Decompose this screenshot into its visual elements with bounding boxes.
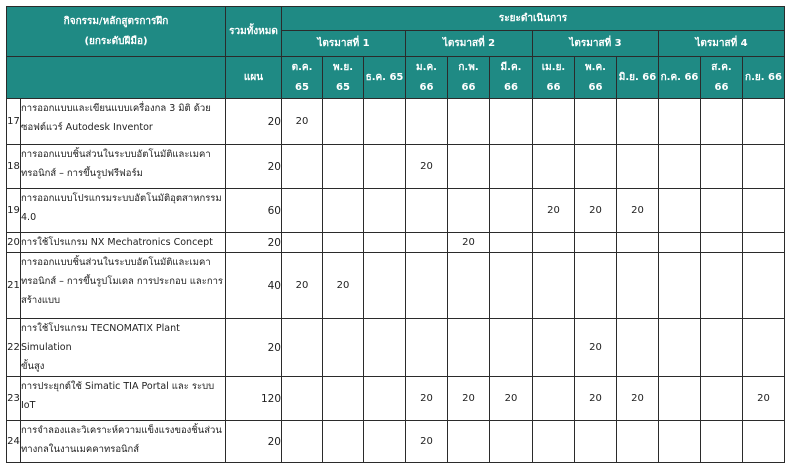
month-header — [575, 57, 617, 99]
month-value: 20 — [323, 253, 364, 319]
month-value — [701, 189, 743, 233]
month-value — [406, 253, 448, 319]
row-number: 22 — [7, 319, 21, 377]
course-name — [21, 233, 226, 253]
month-value — [533, 145, 575, 189]
month-value: 20 — [533, 189, 575, 233]
month-value: 20 — [406, 377, 448, 421]
month-header — [448, 57, 490, 99]
total-header: รวมทั้งหมด — [226, 7, 282, 57]
month-header-name: ก.พ. — [458, 61, 479, 73]
month-header — [406, 57, 448, 99]
course-name — [21, 99, 226, 145]
month-value — [406, 319, 448, 377]
total-plan-value: 20 — [226, 319, 282, 377]
month-value: 20 — [282, 99, 323, 145]
month-header-name: มิ.ย. 66 — [618, 71, 657, 83]
month-value — [575, 421, 617, 463]
row-number: 19 — [7, 189, 21, 233]
month-value — [364, 319, 406, 377]
month-value — [701, 233, 743, 253]
month-header — [617, 57, 659, 99]
month-value — [323, 319, 364, 377]
month-value: 20 — [617, 377, 659, 421]
activity-header-subtitle: (ยกระดับฝีมือ) — [84, 35, 148, 47]
row-number: 20 — [7, 233, 21, 253]
plan-header: แผน — [226, 57, 282, 99]
month-value: 20 — [448, 233, 490, 253]
month-value: 20 — [617, 189, 659, 233]
month-header — [701, 57, 743, 99]
table-row — [7, 189, 785, 233]
month-value — [701, 319, 743, 377]
month-header-name: พ.ค. — [585, 61, 606, 73]
month-value — [490, 233, 533, 253]
month-value — [282, 233, 323, 253]
course-name-line: ทางกลในงานเมคคาทรอนิกส์ — [21, 444, 140, 455]
month-value — [282, 145, 323, 189]
month-header-year: 66 — [588, 81, 603, 93]
month-value — [701, 377, 743, 421]
month-header-name: ส.ค. — [711, 61, 732, 73]
month-value — [575, 253, 617, 319]
month-value: 20 — [282, 253, 323, 319]
month-value — [448, 253, 490, 319]
month-value — [406, 189, 448, 233]
total-plan-value: 20 — [226, 421, 282, 463]
month-value — [659, 319, 701, 377]
month-header-name: เม.ย. — [541, 61, 566, 73]
row-number: 24 — [7, 421, 21, 463]
month-value — [533, 421, 575, 463]
total-plan-value: 60 — [226, 189, 282, 233]
month-header-name: ต.ค. — [291, 61, 313, 73]
month-value: 20 — [406, 145, 448, 189]
course-name-line: ทรอนิกส์ – การขึ้นรูปโมเดล การประกอบ และการ — [21, 276, 224, 287]
month-header — [659, 57, 701, 99]
month-header-year: 65 — [336, 81, 350, 93]
quarter-header: ไตรมาสที่ 3 — [533, 31, 659, 57]
month-header-name: มี.ค. — [500, 61, 522, 73]
course-name-line: การออกแบบโปรแกรมระบบอัตโนมัติอุตสาหกรรม — [21, 193, 222, 204]
month-value — [533, 319, 575, 377]
month-value — [533, 233, 575, 253]
month-header-year: 66 — [504, 81, 518, 93]
month-header-year: 66 — [419, 81, 434, 93]
activity-header-title: กิจกรรม/หลักสูตรการฝึก — [63, 15, 169, 27]
month-value — [533, 99, 575, 145]
month-value — [323, 421, 364, 463]
month-value — [701, 145, 743, 189]
month-header-name: ธ.ค. 65 — [365, 71, 404, 83]
month-value: 20 — [448, 377, 490, 421]
month-value — [282, 421, 323, 463]
month-value — [659, 421, 701, 463]
quarter-header: ไตรมาสที่ 1 — [282, 31, 406, 57]
month-value — [575, 99, 617, 145]
month-header-year: 66 — [461, 81, 476, 93]
month-value: 20 — [575, 189, 617, 233]
total-plan-value: 20 — [226, 233, 282, 253]
table-row — [7, 99, 785, 145]
course-name-line: การใช้โปรแกรม NX Mechatronics Concept — [21, 237, 213, 248]
month-value — [448, 145, 490, 189]
course-name — [21, 189, 226, 233]
table-body — [7, 99, 785, 463]
month-value — [533, 377, 575, 421]
month-header — [364, 57, 406, 99]
row-number: 17 — [7, 99, 21, 145]
course-name-line: 4.0 — [21, 212, 37, 223]
month-value — [364, 145, 406, 189]
month-value — [323, 145, 364, 189]
course-name — [21, 253, 226, 319]
month-value — [364, 253, 406, 319]
course-name-line: ซอฟต์แวร์ Autodesk Inventor — [21, 122, 153, 133]
month-value — [323, 189, 364, 233]
month-value — [659, 253, 701, 319]
month-value — [617, 99, 659, 145]
course-name — [21, 145, 226, 189]
month-value — [282, 189, 323, 233]
month-value — [323, 233, 364, 253]
month-value — [701, 99, 743, 145]
month-value — [617, 145, 659, 189]
month-value — [659, 377, 701, 421]
month-value: 20 — [575, 377, 617, 421]
month-value — [659, 99, 701, 145]
month-value — [406, 99, 448, 145]
month-header-name: ก.ค. 66 — [660, 71, 699, 83]
month-value — [364, 99, 406, 145]
course-name-line: สร้างแบบ — [21, 295, 61, 306]
total-plan-value: 40 — [226, 253, 282, 319]
month-header-year: 65 — [295, 81, 309, 93]
table-row — [7, 253, 785, 319]
course-name — [21, 319, 226, 377]
month-value — [323, 377, 364, 421]
month-value — [323, 99, 364, 145]
month-value — [282, 377, 323, 421]
period-header: ระยะดำเนินการ — [282, 7, 785, 31]
month-value — [490, 319, 533, 377]
month-value — [701, 421, 743, 463]
table-row — [7, 233, 785, 253]
course-name-line: การออกแบบและเขียนแบบเครื่องกล 3 มิติ ด้วย — [21, 103, 211, 114]
month-value: 20 — [406, 421, 448, 463]
month-header-name: ม.ค. — [416, 61, 437, 73]
month-value: 20 — [575, 319, 617, 377]
month-value — [617, 319, 659, 377]
table-row — [7, 319, 785, 377]
month-value — [406, 233, 448, 253]
month-value: 20 — [490, 377, 533, 421]
course-name-line: การจำลองและวิเคราะห์ความแข็งแรงของชิ้นส่วน — [21, 425, 222, 436]
month-value — [659, 145, 701, 189]
month-header-year: 66 — [714, 81, 729, 93]
month-value — [364, 189, 406, 233]
month-header-year: 66 — [546, 81, 561, 93]
course-name — [21, 421, 226, 463]
month-value — [743, 253, 785, 319]
table-header — [7, 7, 785, 99]
table-row — [7, 421, 785, 463]
month-header — [533, 57, 575, 99]
month-value — [448, 421, 490, 463]
total-plan-value: 20 — [226, 145, 282, 189]
month-value — [659, 189, 701, 233]
month-value — [575, 145, 617, 189]
month-value — [743, 99, 785, 145]
course-name-line: ขั้นสูง — [21, 361, 45, 372]
month-value: 20 — [743, 377, 785, 421]
month-header — [282, 57, 323, 99]
table-row — [7, 145, 785, 189]
month-value — [659, 233, 701, 253]
row-number: 23 — [7, 377, 21, 421]
month-header — [490, 57, 533, 99]
month-value — [490, 253, 533, 319]
month-value — [743, 145, 785, 189]
month-value — [364, 233, 406, 253]
month-value — [701, 253, 743, 319]
row-number: 18 — [7, 145, 21, 189]
month-value — [448, 99, 490, 145]
month-value — [490, 189, 533, 233]
table-row — [7, 377, 785, 421]
month-value — [617, 421, 659, 463]
month-value — [743, 421, 785, 463]
course-name-line: การออกแบบชิ้นส่วนในระบบอัตโนมัติและเมคา — [21, 257, 211, 268]
month-value — [364, 377, 406, 421]
total-plan-value: 120 — [226, 377, 282, 421]
quarter-header: ไตรมาสที่ 4 — [659, 31, 785, 57]
row-number: 21 — [7, 253, 21, 319]
month-value — [575, 233, 617, 253]
month-header-name: ก.ย. 66 — [745, 71, 782, 83]
course-name — [21, 377, 226, 421]
schedule-table — [6, 6, 785, 463]
month-value — [282, 319, 323, 377]
course-name-line: การประยุกต์ใช้ Simatic TIA Portal และ ระบบ IoT — [21, 381, 215, 411]
course-name-line: การใช้โปรแกรม TECNOMATIX Plant Simulation — [21, 323, 180, 353]
month-value — [743, 319, 785, 377]
month-header-name: พ.ย. — [332, 61, 354, 73]
month-value — [617, 253, 659, 319]
month-value — [490, 99, 533, 145]
month-header — [743, 57, 785, 99]
course-name-line: การออกแบบชิ้นส่วนในระบบอัตโนมัติและเมคา — [21, 149, 211, 160]
month-value — [743, 233, 785, 253]
quarter-header: ไตรมาสที่ 2 — [406, 31, 533, 57]
month-value — [490, 421, 533, 463]
month-header — [323, 57, 364, 99]
course-name-line: ทรอนิกส์ – การขึ้นรูปฟรีฟอร์ม — [21, 168, 143, 179]
month-value — [364, 421, 406, 463]
activity-header-filler — [7, 57, 226, 99]
month-value — [743, 189, 785, 233]
month-value — [448, 189, 490, 233]
month-value — [448, 319, 490, 377]
month-value — [533, 253, 575, 319]
month-value — [617, 233, 659, 253]
total-plan-value: 20 — [226, 99, 282, 145]
activity-header — [7, 7, 226, 57]
month-value — [490, 145, 533, 189]
